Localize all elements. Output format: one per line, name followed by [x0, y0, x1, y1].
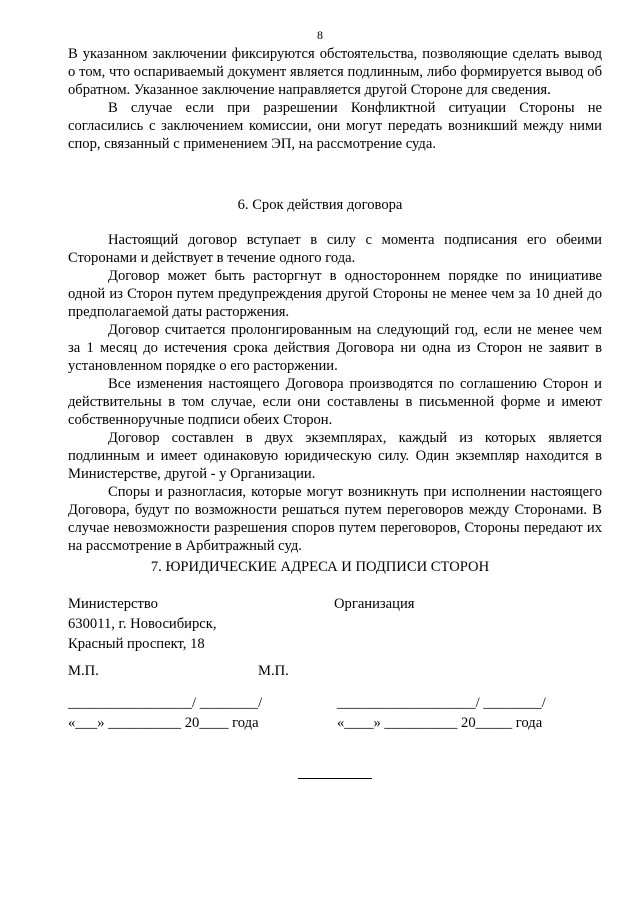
party-left-name: Министерство	[68, 596, 158, 612]
intro-paragraph-1: В указанном заключении фиксируются обстоятельства, позволяющие сделать вывод о том, что оспариваемый документ является подлинным, либо формируется вывод об обратном. Указанное заключение направляется другой Стороне для сведения.	[68, 46, 602, 98]
section-7-title: 7. ЮРИДИЧЕСКИЕ АДРЕСА И ПОДПИСИ СТОРОН	[150, 559, 490, 575]
intro-paragraph-2: В случае если при разрешении Конфликтной ситуации Стороны не согласились с заключением комиссии, они могут передать возникший между ними спор, связанный с применением ЭП, на рассмотрение суда.	[68, 100, 602, 152]
party-left	[68, 594, 217, 654]
party-left-address-2: Красный проспект, 18	[68, 636, 205, 652]
section-6-paragraph-2: Договор может быть расторгнут в одностороннем порядке по инициативе одной из Сторон путем предупреждения другой Стороны не менее чем за 10 дней до предполагаемой даты расторжения.	[68, 268, 602, 320]
date-left: «___» __________ 20____ года	[68, 715, 259, 731]
section-6-paragraph-6: Споры и разногласия, которые могут возникнуть при исполнении настоящего Договора, будут по возможности решаться путем переговоров между Сторонами. В случае невозможности разрешения споров путем переговоров, Стороны передают их на рассмотрение в Арбитражный суд.	[68, 484, 602, 554]
signature-right: ___________________/ ________/	[337, 695, 546, 711]
party-left-address-1: 630011, г. Новосибирск,	[68, 616, 217, 632]
footer-divider	[298, 778, 372, 779]
section-6-paragraph-5: Договор составлен в двух экземплярах, каждый из которых является подлинным и имеет одинаковую юридическую силу. Один экземпляр находится в Министерстве, другой - у Организации.	[68, 430, 602, 482]
intro-block	[68, 45, 602, 153]
section-6-title: 6. Срок действия договора	[237, 197, 403, 213]
seal-left: М.П.	[68, 663, 99, 679]
page-number: 8	[317, 28, 323, 42]
party-right	[334, 594, 415, 614]
section-6-paragraph-1: Настоящий договор вступает в силу с момента подписания его обеими Сторонами и действует в течение одного года.	[68, 232, 602, 266]
signature-left: _________________/ ________/	[68, 695, 263, 711]
seal-right: М.П.	[258, 663, 289, 679]
party-right-name: Организация	[334, 596, 415, 612]
section-6-paragraph-4: Все изменения настоящего Договора производятся по соглашению Сторон и действительны в том случае, если они составлены в письменной форме и имеют собственноручные подписи обеих Сторон.	[68, 376, 602, 428]
section-6-body	[68, 231, 602, 555]
section-6-paragraph-3: Договор считается пролонгированным на следующий год, если не менее чем за 1 месяц до истечения срока действия Договора ни одна из Сторон не заявит в установленном порядке о его расторжении.	[68, 322, 602, 374]
date-right: «____» __________ 20_____ года	[337, 715, 543, 731]
